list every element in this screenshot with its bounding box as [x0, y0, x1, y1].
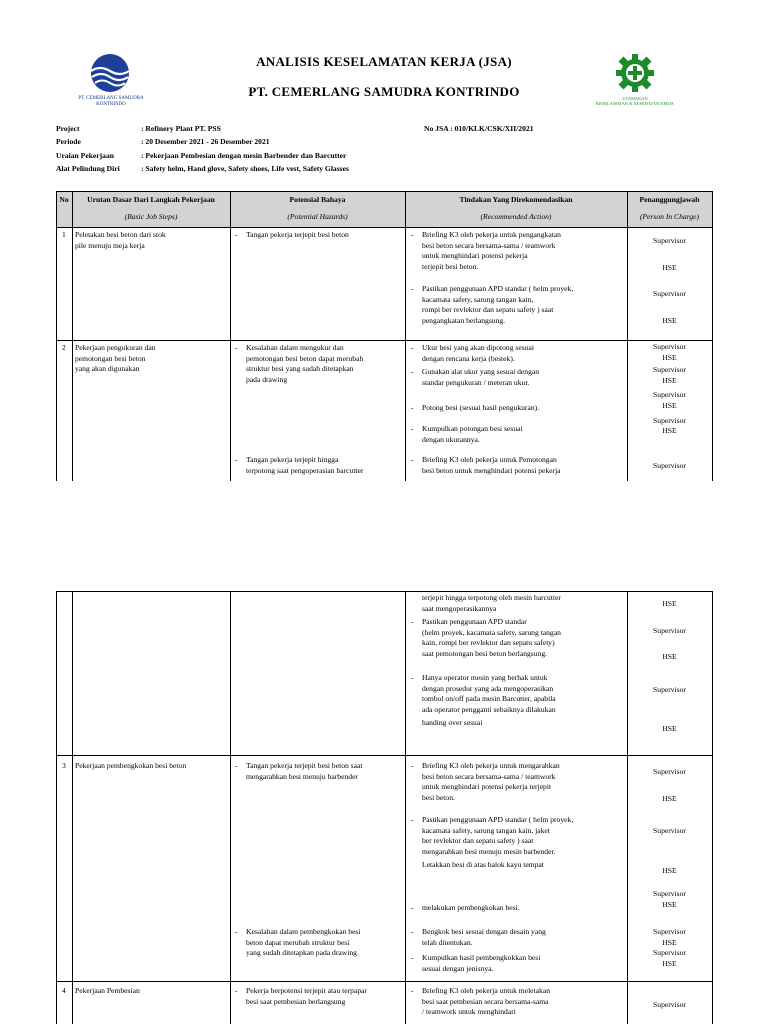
row1-step: Peletakan besi beton dari stok pile menuju meja kerja: [75, 230, 166, 250]
logo-right-caption-2: KESELAMATAN & KESEHATAN KERJA: [596, 101, 674, 106]
row2-action-c: Potong besi (sesuai hasil pengukuran).: [422, 403, 540, 412]
row3-action-b: Pastikan penggunaan APD standar ( helm proyek, kacamata safety, sarung tangan kain, jaket ber revlektor dan sepatu safety ) saat mengarahkan besi menuju mesin barbender. Letakkan besi di atas balok kayu tempat: [422, 815, 574, 870]
row2-pic: Supervisor HSE Supervisor HSE Supervisor HSE Supervisor HSE: [653, 342, 686, 436]
header-hazards: Potensial Bahaya: [289, 195, 346, 204]
uraian-value: : Pekerjaan Pembesian dengan mesin Barbender dan Barcutter: [141, 151, 347, 160]
row1-no: 1: [62, 230, 66, 239]
row2-action-b: Gunakan alat ukur yang sesuai dengan standar pengukuran / meteran ukur.: [422, 367, 540, 387]
row1-pic: Supervisor HSE Supervisor HSE: [653, 236, 686, 325]
row4-pic: Supervisor: [653, 1000, 686, 1009]
apd-value: : Safety helm, Hand glove, Safety shoes, Life vest, Safety Glasses: [141, 164, 349, 173]
project-value: : Refinery Plant PT. PSS: [141, 124, 221, 133]
header-steps-en: (Basic Job Steps): [124, 212, 178, 221]
row2-action-cont: terjepit hingga terpotong oleh mesin barcutter saat mengoperasikannya: [422, 593, 561, 613]
row3-hazard: Tangan pekerja terjepit besi beton saat mengarahkan besi menuju barbender: [246, 761, 363, 781]
row1-action-a: Briefing K3 oleh pekerja untuk pengangkatan besi beton secara bersama-sama / teamwork untuk menghindari potensi pekerja terjepit besi beton.: [422, 230, 561, 271]
apd-label: Alat Pelindung Diri: [56, 164, 120, 173]
row2-action-d: Kumpulkan potongan besi sesuai dengan ukurannya.: [422, 424, 523, 444]
logo-right-caption-1: UTAMAKAN: [622, 96, 648, 101]
k3-logo-right: [614, 52, 656, 94]
row3-action-e: Kumpulkan hasil pembengkokkan besi sesuai dengan jenisnya.: [422, 953, 541, 973]
row3-pic: Supervisor HSE Supervisor HSE Supervisor HSE: [653, 767, 686, 909]
row2-pic-b: Supervisor: [653, 461, 686, 470]
row3-hazard-b: Kesalahan dalam pembengkokan besi beton dapat merubah struktur besi yang sudah ditetapkan pada drawing: [246, 927, 361, 958]
row4-action: Briefing K3 oleh pekerja untuk meletakan besi saat pembesian secara bersama-sama / teamwork untuk menghindari: [422, 986, 550, 1017]
jsa-number: No JSA : 010/KLK/CSK/XII/2021: [424, 124, 534, 133]
row2-no: 2: [62, 343, 66, 352]
row2-hazard-b: Tangan pekerja terjepit hingga terpotong saat pengoperasian barcutter: [246, 455, 364, 475]
document-title: ANALISIS KESELAMATAN KERJA (JSA): [256, 54, 512, 69]
row3-pic-b: Supervisor HSE Supervisor HSE: [653, 927, 686, 968]
periode-value: : 20 Desember 2021 - 26 Desember 2021: [141, 137, 270, 146]
row2-step: Pekerjaan pengukuran dan pemotongan besi beton yang akan digunakan: [75, 343, 156, 374]
row2-pic-cont: HSE Supervisor HSE Supervisor HSE: [653, 599, 686, 734]
logo-left-caption: PT. CEMERLANG SAMUDRA KONTRINDO: [78, 96, 144, 107]
row3-step: Pekerjaan pembengkokan besi beton: [75, 761, 187, 770]
row2-hazard: Kesalahan dalam mengukur dan pemotongan besi beton dapat merubah struktur besi yang sudah ditetapkan pada drawing: [246, 343, 364, 384]
row2-action-operator: Hanya operator mesin yang berhak untuk dengan prosedur yang ada mengoperasikan tombol on/off pada mesin Barcutter, apabila ada operator pengganti sebaiknya dilakukan handing over sesuai: [422, 673, 556, 728]
header-pic-en: (Person In Charge): [639, 212, 700, 221]
row2-action-apd: Pastikan penggunaan APD standar (helm proyek, kacamata safety, sarung tangan kain, rompi ber revlektor dan sepatu safety) saat pemotongan besi beton berlangsung.: [422, 617, 561, 658]
row4-hazard: Pekerja berpotensi terjepit atau terpapar besi saat pembesian berlangsung: [246, 986, 368, 1006]
row3-action-d: Bengkok besi sesuai dengan desain yang telah ditentukan.: [422, 927, 546, 947]
header-hazards-en: (Potential Hazards): [287, 212, 348, 221]
uraian-label: Uraian Pekerjaan: [56, 151, 114, 160]
row1-action-b: Pastikan penggunaan APD standar ( helm proyek, kacamata safety, sarung tangan kain, rompi ber revlektor dan sepatu safety ) saat pengangkatan berlangsung.: [422, 284, 574, 325]
header-no: No: [59, 195, 69, 204]
row3-no: 3: [62, 761, 66, 770]
row3-action-a: Briefing K3 oleh pekerja untuk mengarahkan besi beton secara bersama-sama / teamwork untuk menghindari potensi pekerja terjepit besi beton.: [422, 761, 560, 802]
header-actions: Tindakan Yang Direkomendasikan: [459, 195, 573, 204]
header-pic: Penanggungjawab: [639, 195, 700, 204]
row4-step: Pekerjaan Pembesian: [75, 986, 140, 995]
company-name: PT. CEMERLANG SAMUDRA KONTRINDO: [248, 84, 520, 99]
safety-gear-cross-icon: [614, 52, 656, 94]
header-actions-en: (Recommended Action): [480, 212, 552, 221]
row2-action-e: Briefing K3 oleh pekerja untuk Pemotongan besi beton untuk menghindari potensi pekerja: [422, 455, 561, 475]
row1-hazard: Tangan pekerja terjepit besi beton: [246, 230, 349, 239]
periode-label: Periode: [56, 137, 81, 146]
project-label: Project: [56, 124, 80, 133]
header-steps: Urutan Dasar Dari Langkah Pekerjaan: [87, 195, 215, 204]
row4-no: 4: [62, 986, 66, 995]
row3-action-c: melakukan pembengkokan besi.: [422, 903, 520, 912]
row2-action-a: Ukur besi yang akan dipotong sesuai dengan rencana kerja (bestek).: [422, 343, 534, 363]
